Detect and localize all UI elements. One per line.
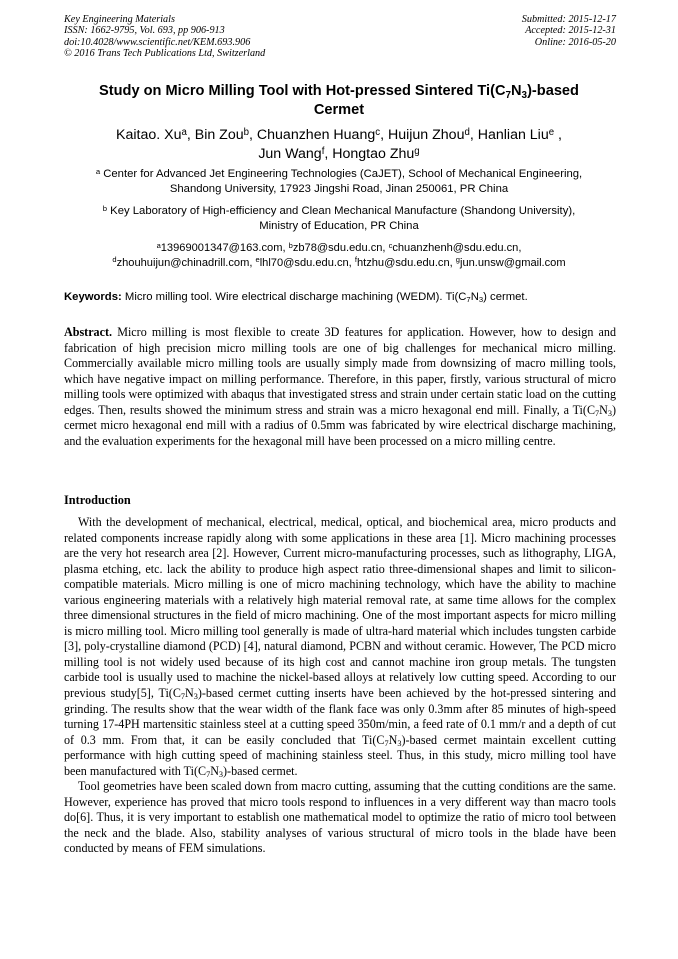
email-link[interactable]: zb78@sdu.edu.cn, — [292, 242, 389, 254]
keywords-label: Keywords: — [64, 291, 122, 303]
author: Hongtao Zhu — [332, 146, 415, 162]
email-link[interactable]: 13969001347@163.com, — [160, 242, 289, 254]
issn-line: ISSN: 1662-9795, Vol. 693, pp 906-913 — [64, 25, 225, 37]
author: Bin Zou — [194, 127, 244, 143]
email-link[interactable]: zhouhuijun@chinadrill.com, — [116, 256, 256, 269]
abstract: Abstract. Micro milling is most flexible to create 3D features for application. However, how to design and fabrication of high precision micro milling tools are one of big challenges for mechanical micro milling. Commercially available micro milling tools are usually simply made from downsizing of macro milling tools, which have negative impact on milling performance. Therefore, in this paper, firstly, various structural of micro milling tools were optimized with abaqus that investigated stress and strain under certain static load on the cutting edges. Then, results showed the minimum stress and strain was a micro hexagonal end mill. Finally, a $Ti(C_7N_3)$ cermet micro hexagonal end mill with a radius of 0.5mm was fabricated by wire electrical discharge machining, and the evaluation experiments for the hexagonal mill have been processed on a micro milling centre. — [64, 325, 616, 448]
submitted-date: Submitted: 2015-12-17 — [521, 14, 616, 25]
paragraph: With the development of mechanical, electrical, medical, optical, and biochemical area, micro products and related components increase rapidly along with some applications in these area [1]. Micro machining processes are the very hot research area [2]. However, Current micro-manufacturing processes, such as lithography, LIGA, plasma etching, etc. lack the ability to produce high aspect ratio three-dimensional shapes and limit to silicon-compatible materials. Micro milling is one of micro machining technology, which have the ability to machine various engineering materials with a relatively high material removal rate, at same time allows for the complex three dimensional structures in the field of micro machining. One of the most important aspects for micro milling is micro milling tool. Micro milling tool generally is made of ultra-hard material which includes tungsten carbide [3], poly-crystalline diamond (PCD) [4], natural diamond, PCBN and without ceramic. However, The PCD micro milling tool is not widely used because of its high cost and cannot machine iron group metals. The tungsten carbide tool is usually used to machine the nickel-based alloys at relatively low cutting speed. According to our previous study[5], $Ti(C_7N_3)$-based cermet cutting inserts have been achieved by the hot-pressed sintering and grinding. The results show that the wear width of the flank face was only 0.3mm after 85 minutes of high-speed turning 17-4PH martensitic stainless steel at a cutting speed 350m/min, a feed rate of 0.1 mm/r and a depth of cut of 0.3 mm. From that, it can be easily concluded that $Ti(C_7N_3)$-based cermet maintain excellent cutting performance with high cutting speed of machining stainless steel. Thus, in this study, micro milling tool have been manufactured with $Ti(C_7N_3)$-based cermet. — [64, 515, 616, 780]
online-date: Online: 2016-05-20 — [534, 36, 616, 48]
paragraph: Tool geometries have been scaled down from macro cutting, assuming that the cutting conditions are the same. However, experience has proved that micro tools respond to influences in a very different way than macro tools do[6]. Thus, it is very important to establish one mathematical model to optimize the ratio of micro tool between the neck and the blade. Also, stability analyses of various structural of micro tools in the blade have been conducted by means of FEM simulations. — [64, 779, 616, 856]
affiliation-a: $^a$ Center for Advanced Jet Engineering Technologies (CaJET), School of Mechanical Engineering, Shandong University, 17923 Jingshi Road, Jinan 250061, PR China — [95, 166, 583, 195]
author: Huijun Zhou — [387, 127, 465, 143]
doi-line: doi:10.4028/www.scientific.net/KEM.693.906 — [64, 36, 251, 48]
author: Hanlian Liu — [477, 127, 549, 143]
affiliation-b: $^b$ Key Laboratory of High-efficiency and Clean Mechanical Manufacture (Shandong University), Ministry of Education, PR China — [102, 203, 576, 232]
author: Kaitao. Xu — [116, 127, 182, 143]
copyright-line: © 2016 Trans Tech Publications Ltd, Switzerland — [64, 48, 266, 60]
introduction-body — [64, 515, 616, 857]
author: Chuanzhen Huang — [256, 127, 376, 143]
email-link[interactable]: jun.unsw@gmail.com — [460, 256, 566, 269]
submission-dates — [522, 14, 616, 48]
email-link[interactable]: htzhu@sdu.edu.cn, — [356, 256, 456, 269]
accepted-date: Accepted: 2015-12-31 — [525, 25, 616, 37]
email-list: $^a$13969001347@163.com, $^b$zb78@sdu.edu.cn, $^c$chuanzhenh@sdu.edu.cn, $^d$zhouhuijun@chinadrill.com, $^e$lhl70@sdu.edu.cn, $^f$htzhu@sdu.edu.cn, $^g$jun.unsw@gmail.com — [112, 240, 566, 269]
author: Jun Wang — [258, 146, 322, 162]
section-heading-introduction: Introduction — [64, 493, 131, 507]
email-link[interactable]: lhl70@sdu.edu.cn, — [259, 256, 355, 269]
abstract-label: Abstract. — [64, 325, 113, 339]
author-list: Kaitao. Xu$^a$, Bin Zou$^b$, Chuanzhen Huang$^c$, Huijun Zhou$^d$, Hanlian Liu$^e$ , Jun Wang$^f$, Hongtao Zhu$^g$ — [116, 126, 562, 162]
journal-name: Key Engineering Materials — [64, 14, 175, 25]
journal-info — [64, 14, 265, 60]
keywords: Keywords: Micro milling tool. Wire electrical discharge machining (WEDM). $Ti(C_7N_3)$ cermet. — [64, 291, 528, 305]
email-link[interactable]: chuanzhenh@sdu.edu.cn, — [392, 242, 522, 254]
paper-title: Study on Micro Milling Tool with Hot-pressed Sintered $Ti(C_7N_3)$-based Cermet — [99, 83, 579, 118]
